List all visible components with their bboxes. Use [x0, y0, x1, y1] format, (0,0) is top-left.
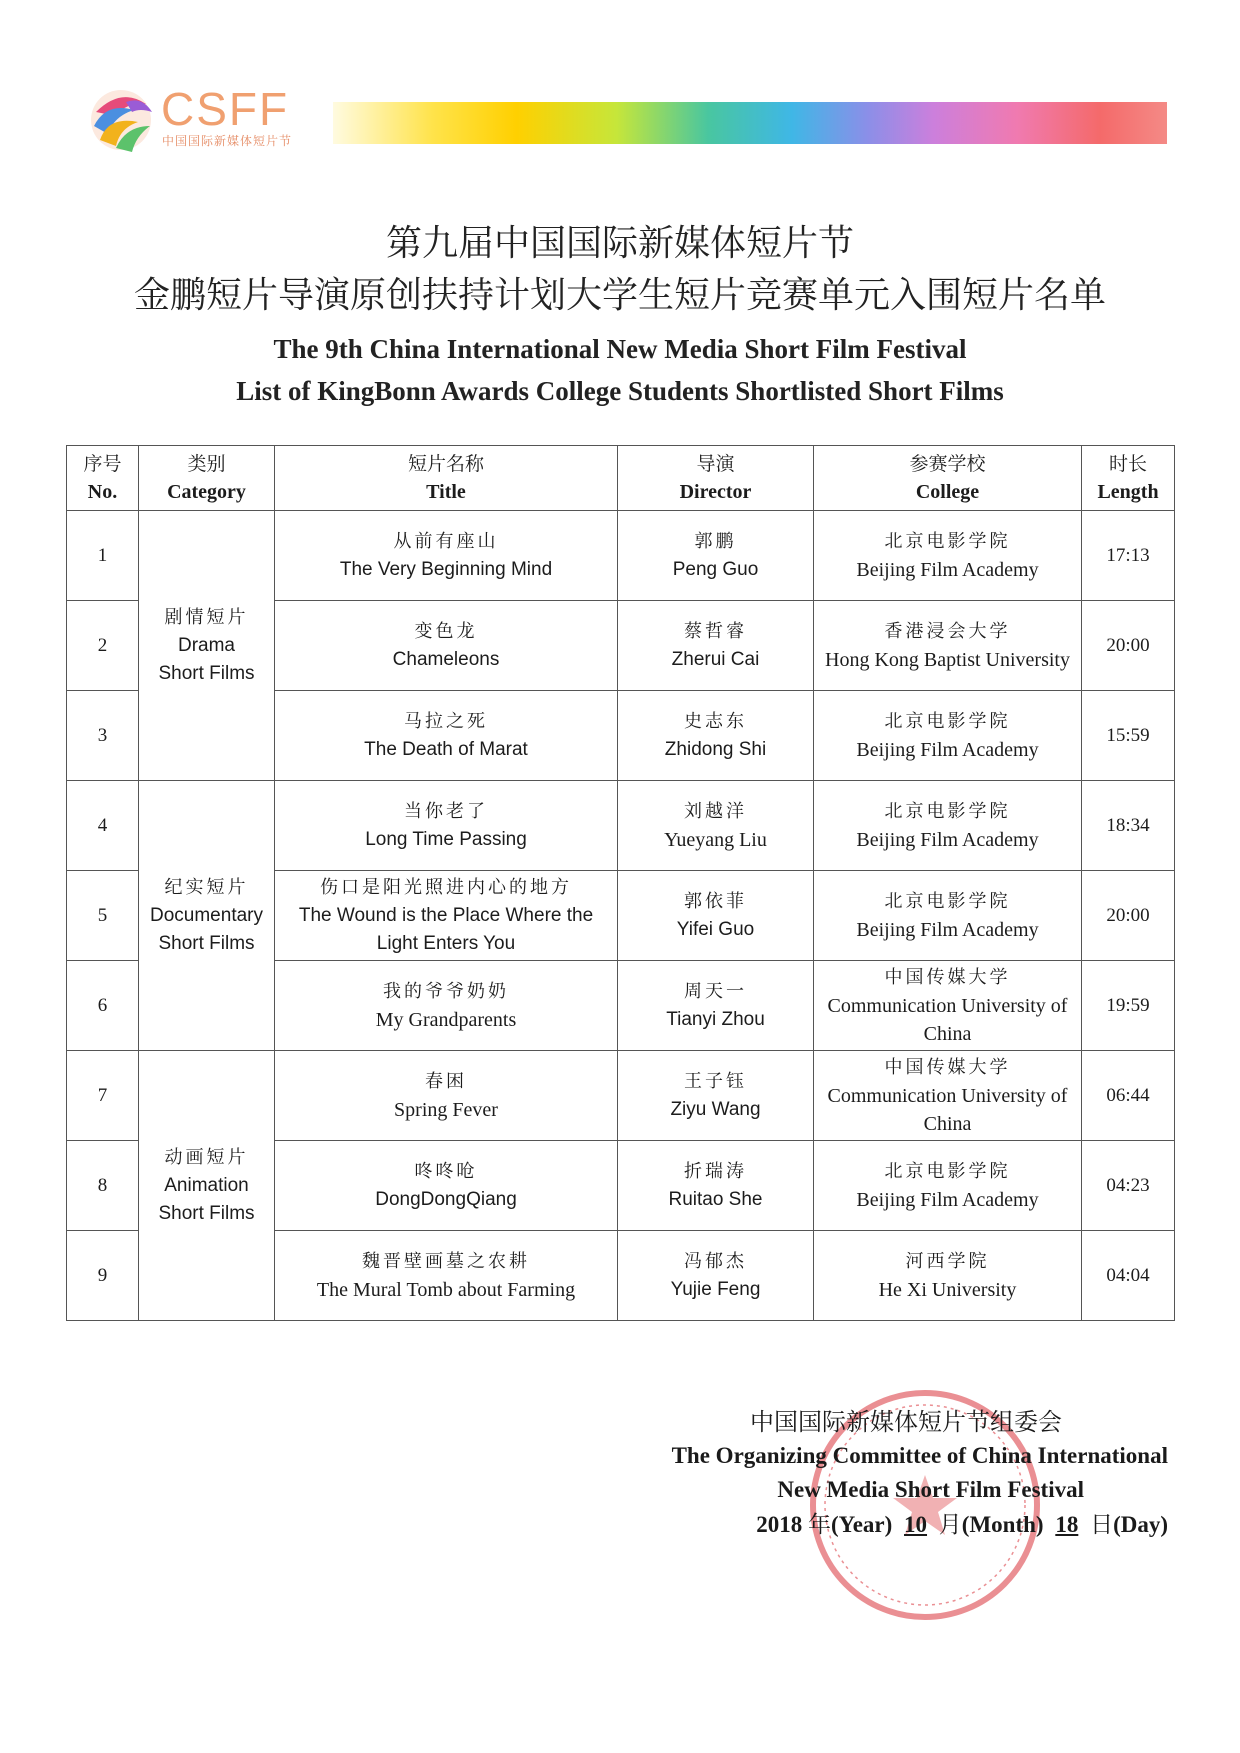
- cell-length: 15:59: [1082, 691, 1175, 781]
- date-year-label-cn: 年: [807, 1512, 831, 1538]
- title-en-line2: List of KingBonn Awards College Students Shortlisted Short Films: [236, 376, 1004, 406]
- cell-title: 魏晋壁画墓之农耕 The Mural Tomb about Farming: [275, 1231, 618, 1321]
- cell-title: 变色龙 Chameleons: [275, 601, 618, 691]
- cell-college: 北京电影学院 Beijing Film Academy: [814, 1141, 1082, 1231]
- org-name-cn: 中国国际新媒体短片节组委会: [750, 1408, 1062, 1436]
- cell-length: 17:13: [1082, 511, 1175, 601]
- cell-director: 郭依菲 Yifei Guo: [618, 871, 814, 961]
- cell-college: 北京电影学院 Beijing Film Academy: [814, 871, 1082, 961]
- cell-director: 史志东 Zhidong Shi: [618, 691, 814, 781]
- signature-block: [608, 1405, 1168, 1543]
- cell-no: 8: [67, 1141, 139, 1231]
- cell-title: 春困 Spring Fever: [275, 1051, 618, 1141]
- title-en-line1: The 9th China International New Media Short Film Festival: [273, 334, 967, 364]
- logo-text: CSFF: [161, 83, 290, 135]
- title-cn-line2: 金鹏短片导演原创扶持计划大学生短片竞赛单元入围短片名单: [133, 275, 1106, 316]
- date-day-label-cn: 日: [1090, 1512, 1114, 1538]
- org-name-en-line1: The Organizing Committee of China International: [671, 1443, 1168, 1468]
- cell-college: 北京电影学院 Beijing Film Academy: [814, 511, 1082, 601]
- date-month-label-cn: 月: [938, 1512, 962, 1538]
- header-college: 参赛学校 College: [814, 446, 1082, 511]
- cell-college: 中国传媒大学 Communication University of China: [814, 961, 1082, 1051]
- csff-logo: [86, 80, 326, 160]
- cell-length: 18:34: [1082, 781, 1175, 871]
- cell-director: 折瑞涛 Ruitao She: [618, 1141, 814, 1231]
- cell-director: 王子钰 Ziyu Wang: [618, 1051, 814, 1141]
- cell-director: 冯郁杰 Yujie Feng: [618, 1231, 814, 1321]
- header-director: 导演 Director: [618, 446, 814, 511]
- document-titles: [0, 218, 1240, 412]
- date-day: 18: [1055, 1512, 1079, 1537]
- cell-length: 04:23: [1082, 1141, 1175, 1231]
- title-cn-line1: 第九届中国国际新媒体短片节: [385, 223, 854, 264]
- cell-title: 当你老了 Long Time Passing: [275, 781, 618, 871]
- cell-no: 7: [67, 1051, 139, 1141]
- cell-no: 4: [67, 781, 139, 871]
- date-year-label-en: (Year): [830, 1512, 893, 1537]
- table-row: [67, 781, 1175, 871]
- cell-director: 郭鹏 Peng Guo: [618, 511, 814, 601]
- table-header-row: [67, 446, 1175, 511]
- cell-no: 1: [67, 511, 139, 601]
- date-year: 2018: [756, 1512, 803, 1537]
- cell-title: 咚咚呛 DongDongQiang: [275, 1141, 618, 1231]
- cell-no: 3: [67, 691, 139, 781]
- cell-no: 6: [67, 961, 139, 1051]
- cell-length: 19:59: [1082, 961, 1175, 1051]
- cell-director: 周天一 Tianyi Zhou: [618, 961, 814, 1051]
- cell-college: 北京电影学院 Beijing Film Academy: [814, 691, 1082, 781]
- category-documentary: 纪实短片 Documentary Short Films: [139, 781, 275, 1051]
- org-name-en-line2: New Media Short Film Festival: [777, 1477, 1084, 1502]
- header-category: 类别 Category: [139, 446, 275, 511]
- cell-title: 马拉之死 The Death of Marat: [275, 691, 618, 781]
- date-month: 10: [904, 1512, 928, 1537]
- cell-title: 我的爷爷奶奶 My Grandparents: [275, 961, 618, 1051]
- rainbow-banner: [333, 102, 1167, 144]
- cell-title: 从前有座山 The Very Beginning Mind: [275, 511, 618, 601]
- shortlist-table: [66, 445, 1175, 1321]
- cell-no: 9: [67, 1231, 139, 1321]
- cell-director: 蔡哲睿 Zherui Cai: [618, 601, 814, 691]
- table-row: [67, 511, 1175, 601]
- date-day-label-en: (Day): [1113, 1512, 1168, 1537]
- date-month-label-en: (Month): [961, 1512, 1044, 1537]
- cell-college: 中国传媒大学 Communication University of China: [814, 1051, 1082, 1141]
- cell-title: 伤口是阳光照进内心的地方 The Wound is the Place Where the Light Enters You: [275, 871, 618, 961]
- cell-director: 刘越洋 Yueyang Liu: [618, 781, 814, 871]
- category-animation: 动画短片 Animation Short Films: [139, 1051, 275, 1321]
- logo-subtitle: 中国国际新媒体短片节: [162, 134, 293, 148]
- cell-college: 北京电影学院 Beijing Film Academy: [814, 781, 1082, 871]
- header-no: 序号 No.: [67, 446, 139, 511]
- cell-length: 20:00: [1082, 601, 1175, 691]
- cell-no: 2: [67, 601, 139, 691]
- cell-length: 06:44: [1082, 1051, 1175, 1141]
- table-row: [67, 1051, 1175, 1141]
- header-length: 时长 Length: [1082, 446, 1175, 511]
- cell-length: 04:04: [1082, 1231, 1175, 1321]
- cell-length: 20:00: [1082, 871, 1175, 961]
- header-title: 短片名称 Title: [275, 446, 618, 511]
- cell-no: 5: [67, 871, 139, 961]
- cell-college: 河西学院 He Xi University: [814, 1231, 1082, 1321]
- signature-date: [608, 1507, 1168, 1543]
- category-drama: 剧情短片 Drama Short Films: [139, 511, 275, 781]
- cell-college: 香港浸会大学 Hong Kong Baptist University: [814, 601, 1082, 691]
- csff-logo-icon: [86, 82, 156, 156]
